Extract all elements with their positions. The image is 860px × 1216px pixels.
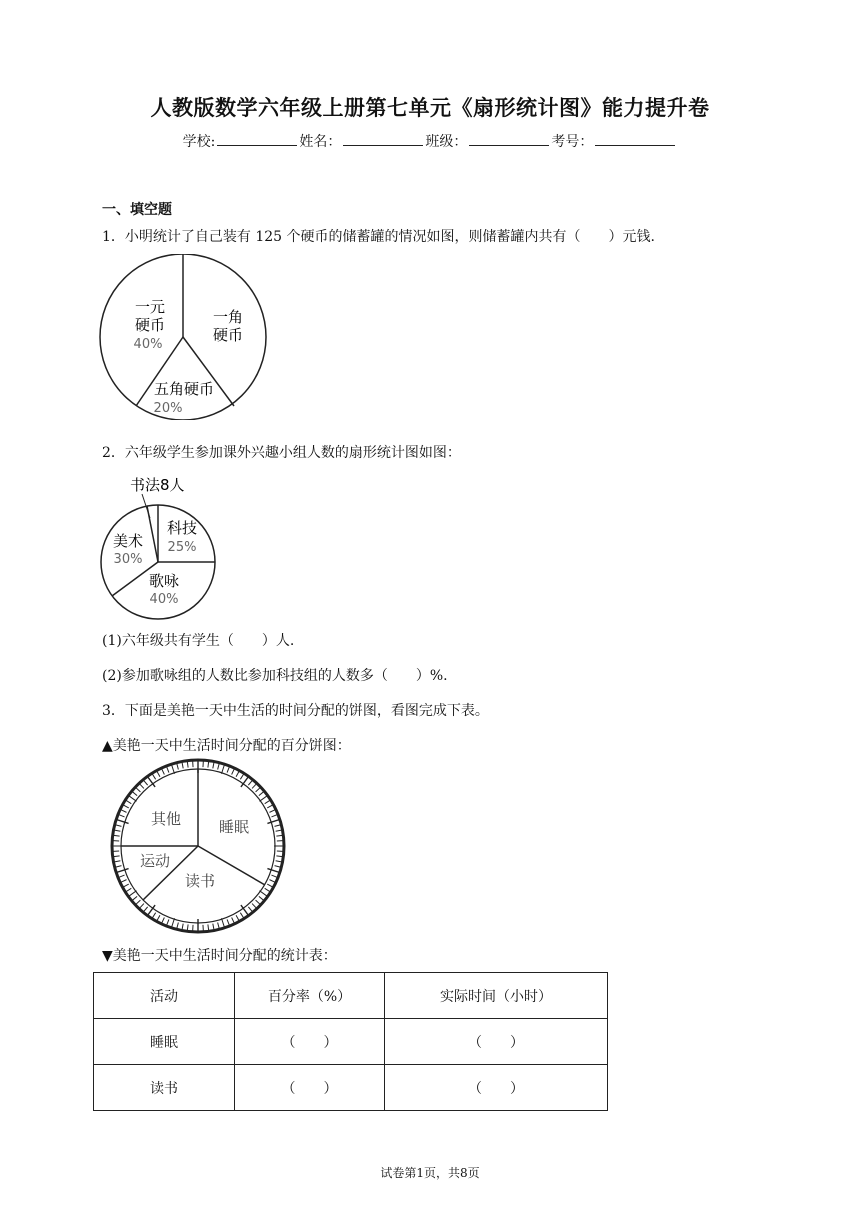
section-heading: 一、填空题 <box>102 202 172 218</box>
keji-label: 科技 <box>166 519 198 537</box>
tick-mark <box>276 856 282 857</box>
coin-yuan-label-1: 一元 <box>134 298 166 316</box>
tick-mark <box>256 788 260 792</box>
table-row <box>94 1065 608 1111</box>
tick-mark <box>236 915 239 920</box>
tick-mark <box>259 796 266 801</box>
tick-mark <box>172 918 175 927</box>
tick-mark <box>136 788 140 792</box>
coin-yuan-label-2: 硬币 <box>134 316 166 334</box>
tick-mark <box>126 800 131 803</box>
geyong-label: 歌咏 <box>148 572 180 590</box>
tick-mark <box>213 763 214 769</box>
tick-mark <box>129 891 136 896</box>
tick-mark <box>208 924 209 930</box>
tick-mark <box>218 923 219 929</box>
tick-mark <box>236 772 239 777</box>
coin-jiao-label-1: 一角 <box>212 308 244 326</box>
tick-mark <box>276 861 282 862</box>
tick-mark <box>182 924 183 930</box>
coin-wujiao-percent: 20% <box>153 401 183 416</box>
question-1-text: 1．小明统计了自己装有 125 个硬币的储蓄罐的情况如图，则储蓄罐内共有（ ）元钱. <box>102 229 655 245</box>
question-2-text: 2．六年级学生参加课外兴趣小组人数的扇形统计图如图： <box>102 445 461 461</box>
coin-wujiao-label: 五角硬币 <box>153 380 215 398</box>
tick-mark <box>121 810 126 813</box>
tick-mark <box>276 830 282 831</box>
tick-mark <box>267 869 278 873</box>
question-3-text: 3．下面是美艳一天中生活的时间分配的饼图，看图完成下表。 <box>102 703 489 719</box>
table-header-cell: 实际时间（小时） <box>385 973 608 1019</box>
page-title: 人教版数学六年级上册第七单元《扇形统计图》能力提升卷 <box>150 95 710 120</box>
student-info-line <box>0 131 860 151</box>
tick-mark <box>133 896 138 900</box>
tick-mark <box>248 781 252 786</box>
chart-caption: ▲美艳一天中生活时间分配的百分饼图： <box>102 738 351 754</box>
tick-mark <box>187 924 188 930</box>
table-cell: 睡眠 <box>94 1019 235 1065</box>
yundong-label: 运动 <box>139 852 171 870</box>
tick-mark <box>116 825 122 826</box>
tick-mark <box>140 784 144 788</box>
tick-mark <box>256 900 260 904</box>
time-pie-chart <box>110 758 290 938</box>
tick-mark <box>240 913 243 918</box>
name-label: 姓名： <box>299 134 342 150</box>
tick-mark <box>162 917 165 922</box>
table-row <box>94 1019 608 1065</box>
keji-percent: 25% <box>167 540 197 555</box>
tick-mark <box>177 923 178 929</box>
tick-mark <box>115 830 121 831</box>
tick-mark <box>275 825 281 826</box>
tick-mark <box>119 815 125 817</box>
tick-mark <box>271 875 277 877</box>
page-footer: 试卷第1页，共8页 <box>380 1166 480 1180</box>
tick-mark <box>117 820 128 824</box>
tick-mark <box>259 891 266 896</box>
coin-pie-chart <box>98 254 274 420</box>
shufa-label: 书法8人 <box>130 476 185 494</box>
school-blank <box>217 133 297 146</box>
class-blank <box>469 133 549 146</box>
table-cell: （ ） <box>385 1019 608 1065</box>
tick-mark <box>208 762 209 768</box>
tick-mark <box>115 861 121 862</box>
tick-mark <box>252 784 256 788</box>
tick-mark <box>182 763 183 769</box>
tick-mark <box>275 866 281 867</box>
table-caption: ▼美艳一天中生活时间分配的统计表： <box>102 948 337 964</box>
tick-mark <box>136 900 140 904</box>
tick-mark <box>129 796 136 801</box>
tick-mark <box>259 792 264 796</box>
tick-mark <box>269 880 274 883</box>
tick-mark <box>140 904 144 908</box>
tick-mark <box>265 888 270 891</box>
tick-mark <box>124 884 129 887</box>
tick-mark <box>240 774 243 779</box>
table-header-cell: 百分率（%） <box>235 973 385 1019</box>
tick-mark <box>117 869 128 873</box>
exam-no-blank <box>595 133 675 146</box>
table-header-row <box>94 973 608 1019</box>
geyong-percent: 40% <box>149 592 179 607</box>
tick-mark <box>248 907 252 912</box>
tick-mark <box>232 769 235 774</box>
table-header-cell: 活动 <box>94 973 235 1019</box>
tick-mark <box>133 792 138 796</box>
meishu-percent: 30% <box>113 552 143 567</box>
question-2-sub-2: (2)参加歌咏组的人数比参加科技组的人数多（ ）%. <box>102 668 448 684</box>
tick-mark <box>126 888 131 891</box>
tick-mark <box>157 772 160 777</box>
table-cell: （ ） <box>235 1065 385 1111</box>
tick-mark <box>221 765 224 774</box>
tick-mark <box>121 880 126 883</box>
coin-yuan-percent: 40% <box>133 337 163 352</box>
tick-mark <box>269 810 274 813</box>
table-cell: 读书 <box>94 1065 235 1111</box>
tick-mark <box>114 856 120 857</box>
tick-mark <box>267 805 272 808</box>
tick-mark <box>152 774 155 779</box>
tick-mark <box>119 875 125 877</box>
table-cell: （ ） <box>385 1065 608 1111</box>
tick-mark <box>267 884 272 887</box>
tick-mark <box>267 820 278 824</box>
tick-mark <box>167 767 169 773</box>
tick-mark <box>213 924 214 930</box>
tick-mark <box>232 917 235 922</box>
school-label: 学校: <box>182 134 216 150</box>
tick-mark <box>144 907 148 912</box>
tick-mark <box>157 915 160 920</box>
tick-mark <box>221 918 224 927</box>
group-pie-chart <box>98 470 222 622</box>
dushu-label: 读书 <box>184 872 216 890</box>
class-label: 班级： <box>425 134 468 150</box>
table-cell: （ ） <box>235 1019 385 1065</box>
tick-mark <box>227 767 229 773</box>
tick-mark <box>218 764 219 770</box>
time-stat-table <box>93 972 608 1111</box>
exam-no-label: 考号： <box>551 134 594 150</box>
tick-mark <box>177 764 178 770</box>
tick-mark <box>144 781 148 786</box>
tick-mark <box>116 866 122 867</box>
tick-mark <box>252 904 256 908</box>
meishu-label: 美术 <box>112 532 144 550</box>
shuimian-label: 睡眠 <box>218 818 250 836</box>
tick-mark <box>162 769 165 774</box>
tick-mark <box>172 765 175 774</box>
tick-mark <box>276 835 282 836</box>
tick-mark <box>271 815 277 817</box>
coin-jiao-label-2: 硬币 <box>212 326 244 344</box>
name-blank <box>343 133 423 146</box>
tick-mark <box>265 800 270 803</box>
tick-mark <box>187 762 188 768</box>
tick-mark <box>124 805 129 808</box>
tick-mark <box>259 896 264 900</box>
tick-mark <box>114 835 120 836</box>
question-2-sub-1: (1)六年级共有学生（ ）人. <box>102 633 295 649</box>
tick-mark <box>167 919 169 925</box>
tick-mark <box>227 919 229 925</box>
qita-label: 其他 <box>150 810 182 828</box>
tick-mark <box>152 913 155 918</box>
